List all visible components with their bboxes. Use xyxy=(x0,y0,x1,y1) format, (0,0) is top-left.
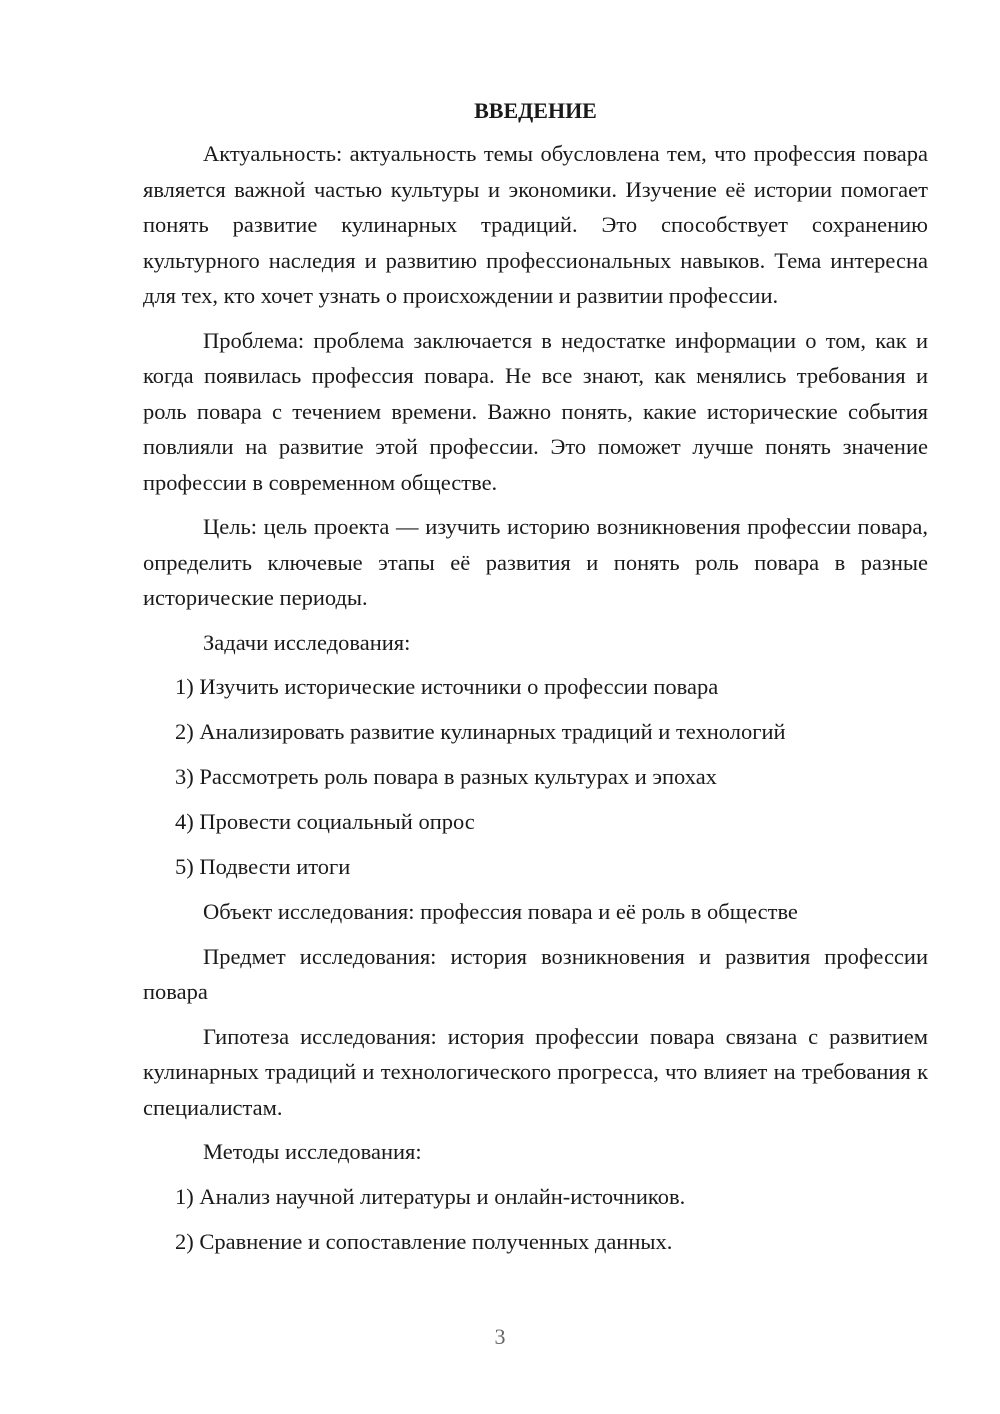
task-item: 4) Провести социальный опрос xyxy=(175,809,475,834)
task-item: 2) Анализировать развитие кулинарных традиций и технологий xyxy=(175,719,786,744)
relevance-paragraph: Актуальность: актуальность темы обусловлена тем, что профессия повара является важной частью культуры и экономики. Изучение её истории помогает понять развитие кулинарных традиций. Это способствует сохранению культурного наследия и развитию профессиональных навыков. Тема интересна для тех, кто хочет узнать о происхождении и развитии профессии. xyxy=(143,141,928,308)
goal-paragraph: Цель: цель проекта — изучить историю возникновения профессии повара, определить ключевые этапы её развития и понять роль повара в разные исторические периоды. xyxy=(143,514,928,610)
document-page xyxy=(143,96,928,1269)
tasks-heading: Задачи исследования: xyxy=(203,629,411,655)
methods-heading: Методы исследования: xyxy=(203,1139,422,1164)
page-number: 3 xyxy=(494,1324,506,1349)
hypothesis-paragraph: Гипотеза исследования: история профессии повара связана с развитием кулинарных традиций и технологического прогресса, что влияет на требования к специалистам. xyxy=(143,1023,928,1120)
problem-paragraph: Проблема: проблема заключается в недостатке информации о том, как и когда появилась профессия повара. Не все знают, как менялись требования и роль повара с течением времени. Важно понять, какие исторические события повлияли на развитие этой профессии. Это поможет лучше понять значение профессии в современном обществе. xyxy=(143,327,928,495)
task-item: 3) Рассмотреть роль повара в разных культурах и эпохах xyxy=(175,764,717,789)
method-item: 1) Анализ научной литературы и онлайн-источников. xyxy=(175,1183,686,1209)
method-item: 2) Сравнение и сопоставление полученных данных. xyxy=(175,1228,673,1254)
section-title: ВВЕДЕНИЕ xyxy=(474,98,597,123)
task-item: 5) Подвести итоги xyxy=(175,854,351,879)
task-item: 1) Изучить исторические источники о профессии повара xyxy=(175,674,719,699)
object-paragraph: Объект исследования: профессия повара и её роль в обществе xyxy=(203,899,798,924)
subject-paragraph: Предмет исследования: история возникновения и развития профессии повара xyxy=(143,943,928,1004)
